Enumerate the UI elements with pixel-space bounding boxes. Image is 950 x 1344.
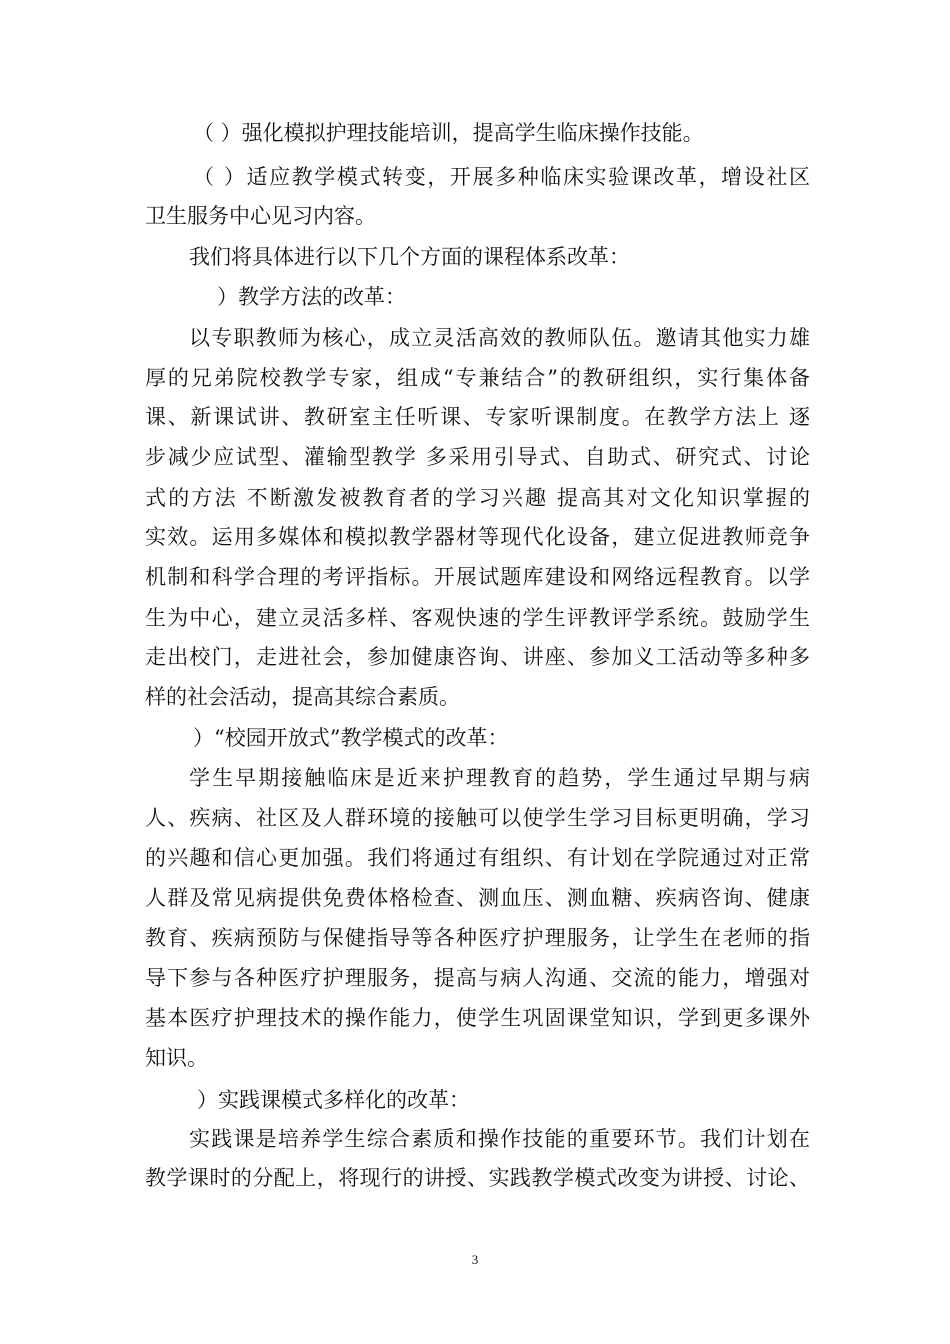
text-line-23: 基本医疗护理技术的操作能力，使学生巩固课堂知识，学到更多课外 bbox=[145, 1006, 810, 1030]
text-line-14: 走出校门，走进社会，参加健康咨询、讲座、参加义工活动等多种多 bbox=[145, 645, 810, 669]
text-line-4: 我们将具体进行以下几个方面的课程体系改革： bbox=[189, 245, 630, 269]
text-line-7: 厚的兄弟院校教学专家，组成“专兼结合”的教研组织，实行集体备 bbox=[145, 366, 810, 390]
text-line-9: 步减少应试型、灌输型教学 多采用引导式、自助式、研究式、讨论 bbox=[145, 445, 810, 469]
section-heading-open-campus: ）“校园开放式”教学模式的改革： bbox=[193, 726, 509, 750]
section-heading-practice-course: ）实践课模式多样化的改革： bbox=[197, 1088, 470, 1112]
text-line-22: 导下参与各种医疗护理服务，提高与病人沟通、交流的能力，增强对 bbox=[145, 966, 810, 990]
text-line-8: 课、新课试讲、教研室主任听课、专家听课制度。在教学方法上 逐 bbox=[145, 405, 810, 429]
text-line-17: 学生早期接触临床是近来护理教育的趋势，学生通过早期与病 bbox=[189, 766, 810, 790]
text-line-15: 样的社会活动，提高其综合素质。 bbox=[145, 685, 460, 709]
text-line-24: 知识。 bbox=[145, 1046, 208, 1070]
text-line-19: 的兴趣和信心更加强。我们将通过有组织、有计划在学院通过对正常 bbox=[145, 846, 810, 870]
text-line-18: 人、疾病、社区及人群环境的接触可以使学生学习目标更明确，学习 bbox=[145, 806, 810, 830]
text-line-6: 以专职教师为核心，成立灵活高效的教师队伍。邀请其他实力雄 bbox=[189, 326, 810, 350]
text-line-27: 教学课时的分配上，将现行的讲授、实践教学模式改变为讲授、讨论、 bbox=[145, 1166, 810, 1190]
text-line-12: 机制和科学合理的考评指标。开展试题库建设和网络远程教育。以学 bbox=[145, 565, 810, 589]
section-heading-teaching-methods: ）教学方法的改革： bbox=[217, 285, 406, 309]
text-line-1: （ ）强化模拟护理技能培训，提高学生临床操作技能。 bbox=[193, 121, 704, 145]
text-line-20: 人群及常见病提供免费体格检查、测血压、测血糖、疾病咨询、健康 bbox=[145, 886, 810, 910]
text-line-2: （ ）适应教学模式转变，开展多种临床实验课改革，增设社区 bbox=[193, 165, 810, 189]
text-line-26: 实践课是培养学生综合素质和操作技能的重要环节。我们计划在 bbox=[189, 1127, 810, 1151]
text-line-13: 生为中心，建立灵活多样、客观快速的学生评教评学系统。鼓励学生 bbox=[145, 606, 810, 630]
text-line-11: 实效。运用多媒体和模拟教学器材等现代化设备，建立促进教师竞争 bbox=[145, 525, 810, 549]
page-number: 3 bbox=[471, 1252, 479, 1267]
text-line-3: 卫生服务中心见习内容。 bbox=[145, 204, 376, 228]
text-line-21: 教育、疾病预防与保健指导等各种医疗护理服务，让学生在老师的指 bbox=[145, 926, 810, 950]
text-line-10: 式的方法 不断激发被教育者的学习兴趣 提高其对文化知识掌握的 bbox=[145, 486, 810, 510]
